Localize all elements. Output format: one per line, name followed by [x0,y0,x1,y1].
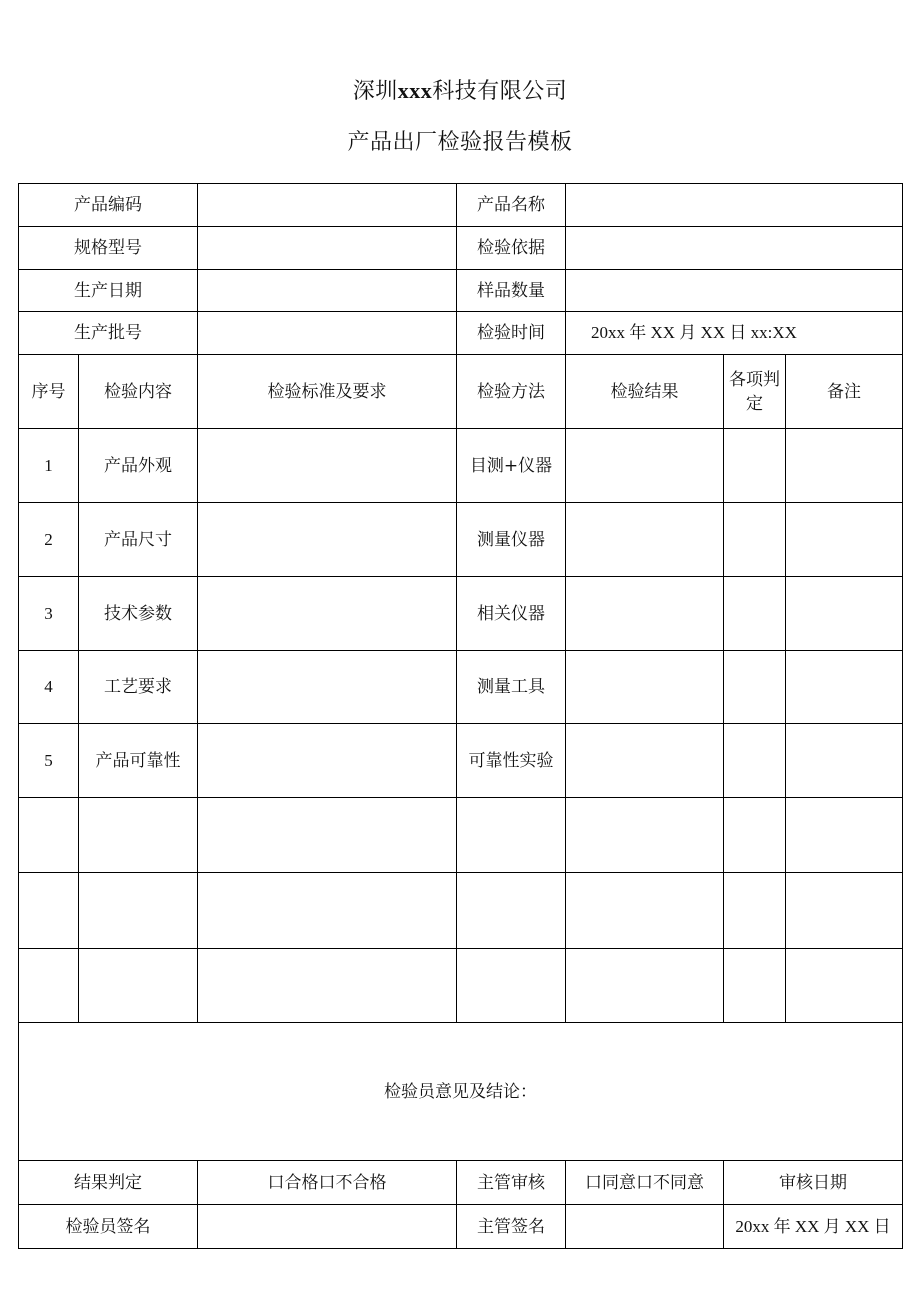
company-name-latin: xxx [397,78,433,103]
item-seq: 3 [19,577,79,651]
table-row [19,429,903,503]
product-name-label: 产品名称 [457,184,566,227]
company-suffix: 科技有限公司 [432,79,568,104]
signature-row [19,1205,903,1249]
item-seq: 5 [19,724,79,798]
header-content: 检验内容 [79,355,198,429]
item-method: 相关仪器 [457,577,566,651]
item-seq[interactable] [19,873,79,949]
item-remark[interactable] [786,651,903,724]
product-name-value[interactable] [566,184,903,227]
info-row-batch [19,312,903,355]
company-title [0,76,920,107]
header-remark: 备注 [786,355,903,429]
item-standard[interactable] [198,798,457,873]
header-standard: 检验标准及要求 [198,355,457,429]
inspection-time-label: 检验时间 [457,312,566,355]
header-result: 检验结果 [566,355,724,429]
item-standard[interactable] [198,651,457,724]
item-judgment[interactable] [724,651,786,724]
supervisor-review-label: 主管审核 [457,1161,566,1205]
header-seq: 序号 [19,355,79,429]
result-judgment-label: 结果判定 [19,1161,198,1205]
item-content: 工艺要求 [79,651,198,724]
item-standard[interactable] [198,724,457,798]
review-date-label: 审核日期 [724,1161,903,1205]
item-judgment[interactable] [724,503,786,577]
table-row [19,798,903,873]
item-judgment[interactable] [724,949,786,1023]
item-result[interactable] [566,949,724,1023]
item-method: 测量仪器 [457,503,566,577]
sign-date[interactable]: 20xx 年 XX 月 XX 日 [724,1205,903,1249]
item-seq[interactable] [19,798,79,873]
inspection-report-table [18,183,903,1249]
item-judgment[interactable] [724,577,786,651]
item-standard[interactable] [198,503,457,577]
table-row [19,503,903,577]
inspector-opinion-area[interactable] [19,1023,903,1161]
supervisor-sign-value[interactable] [566,1205,724,1249]
product-code-value[interactable] [198,184,457,227]
table-row [19,949,903,1023]
info-row-product [19,184,903,227]
header-method: 检验方法 [457,355,566,429]
header-judgment-line2: 定 [746,393,763,414]
batch-no-label: 生产批号 [19,312,198,355]
item-remark[interactable] [786,873,903,949]
item-judgment[interactable] [724,798,786,873]
product-code-label: 产品编码 [19,184,198,227]
item-remark[interactable] [786,949,903,1023]
item-standard[interactable] [198,429,457,503]
item-result[interactable] [566,503,724,577]
item-result[interactable] [566,724,724,798]
report-title: 产品出厂检验报告模板 [347,130,573,155]
table-row [19,873,903,949]
item-judgment[interactable] [724,724,786,798]
items-header-row [19,355,903,429]
inspection-basis-label: 检验依据 [457,227,566,270]
item-content[interactable] [79,873,198,949]
item-standard[interactable] [198,873,457,949]
item-seq[interactable] [19,949,79,1023]
table-row [19,651,903,724]
item-remark[interactable] [786,503,903,577]
item-remark[interactable] [786,724,903,798]
item-result[interactable] [566,429,724,503]
item-seq: 2 [19,503,79,577]
production-date-value[interactable] [198,270,457,312]
item-method: 可靠性实验 [457,724,566,798]
result-row [19,1161,903,1205]
inspector-sign-value[interactable] [198,1205,457,1249]
item-content: 产品外观 [79,429,198,503]
spec-model-value[interactable] [198,227,457,270]
table-row [19,724,903,798]
result-options[interactable]: 口合格口不合格 [198,1161,457,1205]
header-judgment-line1: 各项判 [729,369,780,390]
item-result[interactable] [566,651,724,724]
inspector-sign-label: 检验员签名 [19,1205,198,1249]
item-method[interactable] [457,949,566,1023]
info-row-spec [19,227,903,270]
production-date-label: 生产日期 [19,270,198,312]
item-standard[interactable] [198,949,457,1023]
item-standard[interactable] [198,577,457,651]
opinion-label: 检验员意见及结论： [384,1081,537,1102]
table-row [19,577,903,651]
spec-model-label: 规格型号 [19,227,198,270]
item-result[interactable] [566,577,724,651]
item-seq: 4 [19,651,79,724]
item-method[interactable] [457,798,566,873]
inspection-basis-value[interactable] [566,227,903,270]
item-result[interactable] [566,798,724,873]
sample-qty-value[interactable] [566,270,903,312]
item-judgment[interactable] [724,429,786,503]
item-method: 测量工具 [457,651,566,724]
item-remark[interactable] [786,429,903,503]
item-content: 技术参数 [79,577,198,651]
item-content[interactable] [79,949,198,1023]
header-judgment [724,355,786,429]
review-options[interactable]: 口同意口不同意 [566,1161,724,1205]
info-row-date [19,270,903,312]
item-judgment[interactable] [724,873,786,949]
item-content[interactable] [79,798,198,873]
item-result[interactable] [566,873,724,949]
item-content: 产品可靠性 [79,724,198,798]
inspection-time-value[interactable]: 20xx 年 XX 月 XX 日 xx:XX [566,312,903,355]
item-remark[interactable] [786,577,903,651]
item-remark[interactable] [786,798,903,873]
batch-no-value[interactable] [198,312,457,355]
company-prefix: 深圳 [352,79,398,104]
item-seq: 1 [19,429,79,503]
item-method: 目测+仪器 [457,429,566,503]
item-content: 产品尺寸 [79,503,198,577]
sample-qty-label: 样品数量 [457,270,566,312]
opinion-row [19,1023,903,1161]
supervisor-sign-label: 主管签名 [457,1205,566,1249]
item-method[interactable] [457,873,566,949]
